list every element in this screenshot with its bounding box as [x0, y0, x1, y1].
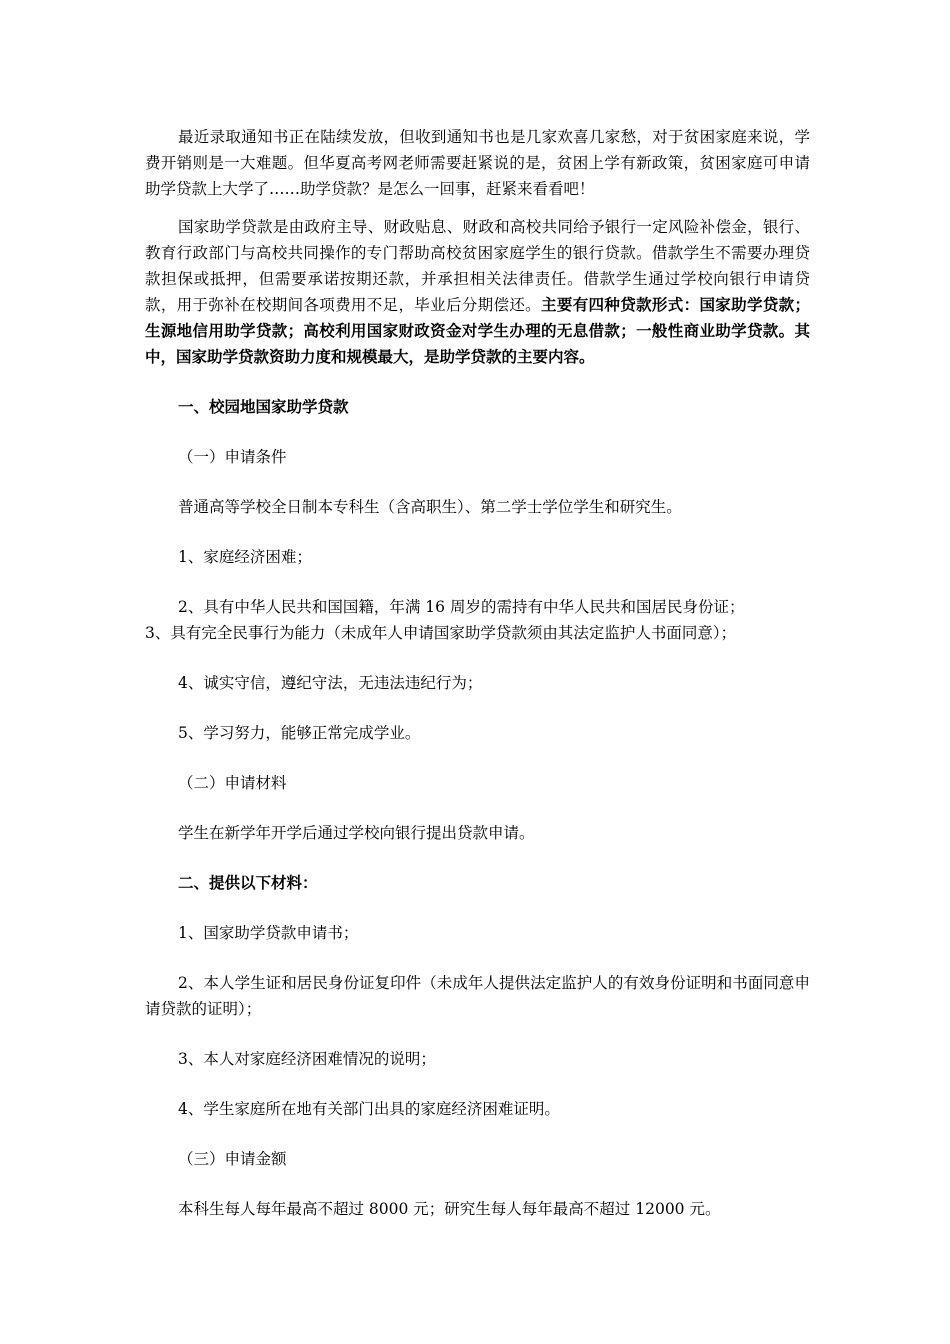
condition-5: 5、学习努力，能够正常完成学业。: [178, 724, 421, 742]
section2-heading: 二、提供以下材料：: [178, 873, 318, 892]
material-item-4: 4、学生家庭所在地有关部门出具的家庭经济困难证明。: [178, 1100, 560, 1118]
sub2-heading: （二）申请材料: [178, 774, 287, 792]
sub1-heading: （一）申请条件: [178, 448, 287, 466]
intro-paragraph: 最近录取通知书正在陆续发放，但收到通知书也是几家欢喜几家愁，对于贫困家庭来说，学费开销则是一大难题。但华夏高考网老师需要赶紧说的是，贫困上学有新政策，贫困家庭可申请助学贷款上大学了……助学贷款？是怎么一回事，赶紧来看看吧！: [145, 128, 810, 198]
overview-paragraph: [145, 214, 810, 370]
material-item-3: 3、本人对家庭经济困难情况的说明；: [178, 1050, 436, 1068]
overview-text: 国家助学贷款是由政府主导、财政贴息、财政和高校共同给予银行一定风险补偿金，银行、教育行政部门与高校共同操作的专门帮助高校贫困家庭学生的银行贷款。借款学生不需要办理贷款担保或抵押，但需要承诺按期还款，并承担相关法律责任。借款学生通过学校向银行申请贷款，用于弥补在校期间各项费用不足，毕业后分期偿还。: [145, 218, 810, 314]
condition-1: 1、家庭经济困难；: [178, 548, 312, 566]
amount-text: 本科生每人每年最高不超过 8000 元；研究生每人每年最高不超过 12000 元。: [178, 1200, 721, 1218]
materials-intro: 学生在新学年开学后通过学校向银行提出贷款申请。: [178, 824, 535, 842]
material-item-1: 1、国家助学贷款申请书；: [178, 924, 359, 942]
condition-4: 4、诚实守信，遵纪守法，无违法违纪行为；: [178, 674, 483, 692]
condition-3: 3、具有完全民事行为能力（未成年人申请国家助学贷款须由其法定监护人书面同意）；: [145, 624, 737, 642]
material-item-2: 2、本人学生证和居民身份证复印件（未成年人提供法定监护人的有效身份证明和书面同意申请贷款的证明）；: [145, 974, 810, 1018]
overview-bold-text: 主要有四种贷款形式：国家助学贷款；生源地信用助学贷款；高校利用国家财政资金对学生办理的无息借款；一般性商业助学贷款。其中，国家助学贷款资助力度和规模最大，是助学贷款的主要内容。: [145, 295, 810, 366]
eligibility-text: 普通高等学校全日制本专科生（含高职生）、第二学士学位学生和研究生。: [178, 498, 682, 516]
document-page: [145, 124, 810, 1222]
section1-heading: 一、校园地国家助学贷款: [178, 397, 349, 416]
condition-2: 2、具有中华人民共和国国籍，年满 16 周岁的需持有中华人民共和国居民身份证；: [178, 598, 745, 616]
sub3-heading: （三）申请金额: [178, 1150, 287, 1168]
